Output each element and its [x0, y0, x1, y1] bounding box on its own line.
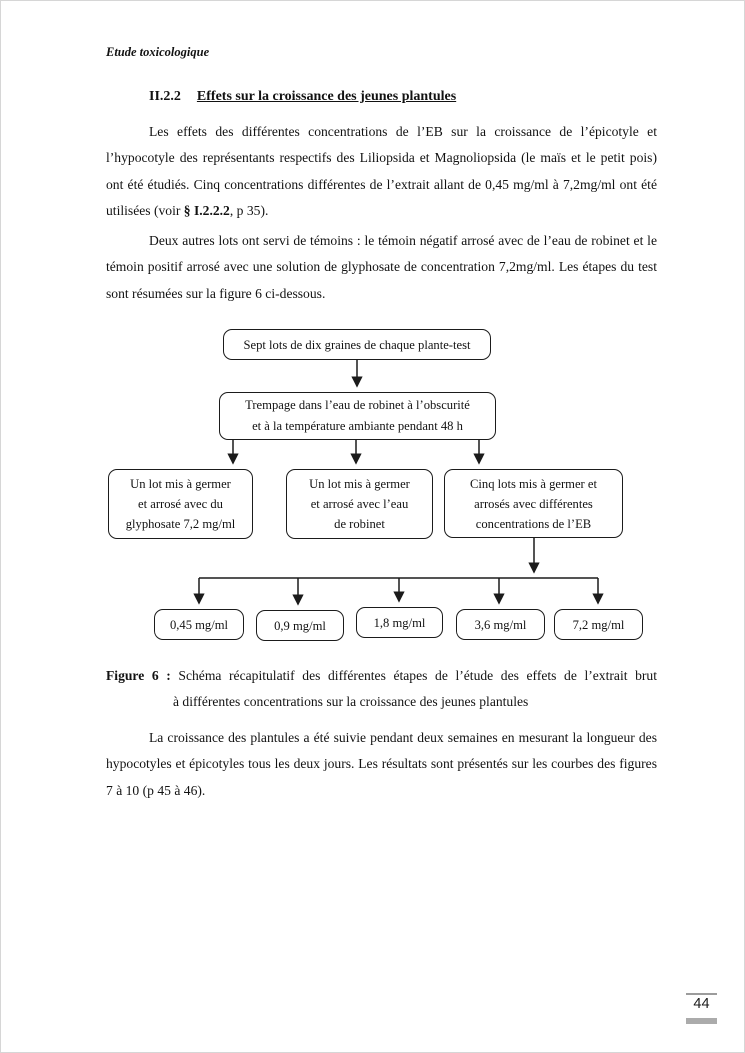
flow-box-label: 0,9 mg/ml: [274, 618, 326, 633]
flow-box-label: 3,6 mg/ml: [474, 617, 527, 632]
figure-label: Figure 6 :: [106, 668, 171, 683]
flow-box-concentration-3: [356, 607, 443, 638]
figure-caption-line2: à différentes concentrations sur la croissance des jeunes plantules: [173, 694, 529, 710]
flow-box-label: 1,8 mg/ml: [373, 615, 426, 630]
flow-box-label: 0,45 mg/ml: [169, 617, 229, 632]
flow-box-soaking: [219, 392, 496, 440]
footer-bar: [686, 1018, 717, 1024]
flow-box-eb-lots: [444, 469, 623, 538]
flow-box-label: concentrations de l’EB: [475, 516, 592, 531]
flow-box-label: Trempage dans l’eau de robinet à l’obscurité: [245, 398, 470, 412]
paragraph-text: , p 35).: [229, 203, 269, 219]
flow-box-concentration-4: [456, 609, 545, 640]
flow-box-concentration-1: [154, 609, 244, 640]
flow-box-label: glyphosate 7,2 mg/ml: [125, 517, 236, 531]
flowchart-figure6: [91, 326, 661, 656]
flow-box-seed-lots: [223, 329, 491, 360]
flow-box-label: de robinet: [334, 517, 385, 531]
paragraph-text: Les effets des différentes concentrations de l’EB sur la croissance de l’épicotyle et l’hypocotyle des représentants respectifs des Liliopsida et Magnoliopsida (le maïs et le petit pois) ont été étudiés. Cinq concentrations différentes de l’extrait allant de 0,45 mg/ml à 7,2mg/ml ont été utilisées (voir: [106, 124, 657, 219]
footer-divider: [686, 993, 717, 995]
flow-box-water-control: [286, 469, 433, 539]
section-number: II.2.2: [149, 89, 181, 104]
figure-caption-text: Schéma récapitulatif des différentes étapes de l’étude des effets de l’extrait brut: [178, 668, 657, 683]
paragraph-concentrations: [106, 119, 657, 225]
flow-box-label: Sept lots de dix graines de chaque plante-test: [243, 337, 471, 352]
section-heading: [149, 89, 456, 105]
flow-box-label: Un lot mis à germer: [130, 477, 231, 491]
flow-box-label: 7,2 mg/ml: [572, 617, 625, 632]
flow-box-concentration-5: [554, 609, 643, 640]
flow-box-concentration-2: [256, 610, 344, 641]
page-number: 44: [693, 996, 710, 1012]
flow-box-label: Un lot mis à germer: [309, 477, 410, 491]
figure-caption-line1: [106, 663, 657, 689]
section-title: Effets sur la croissance des jeunes plantules: [196, 89, 457, 104]
paragraph-temoins: Deux autres lots ont servi de témoins : le témoin négatif arrosé avec de l’eau de robinet et le témoin positif arrosé avec une solution de glyphosate de concentration 7,2mg/ml. Les étapes du test sont résumées sur la figure 6 ci-dessous.: [106, 233, 657, 301]
flow-box-label: arrosés avec différentes: [474, 496, 593, 511]
flow-box-glyphosate-control: [108, 469, 253, 539]
cross-reference: § I.2.2.2: [183, 203, 230, 219]
flow-box-label: et arrosé avec du: [138, 497, 223, 511]
paragraph-results: La croissance des plantules a été suivie pendant deux semaines en mesurant la longueur des hypocotyles et épicotyles tous les deux jours. Les résultats sont présentés sur les courbes des figures 7 à 10 (p 45 à 46).: [106, 730, 657, 798]
flow-box-label: et à la température ambiante pendant 48 h: [252, 419, 463, 433]
flow-box-label: et arrosé avec l’eau: [310, 497, 409, 511]
figure-caption: [106, 663, 657, 716]
running-header: Etude toxicologique: [106, 45, 210, 59]
flow-box-label: Cinq lots mis à germer et: [470, 476, 597, 491]
